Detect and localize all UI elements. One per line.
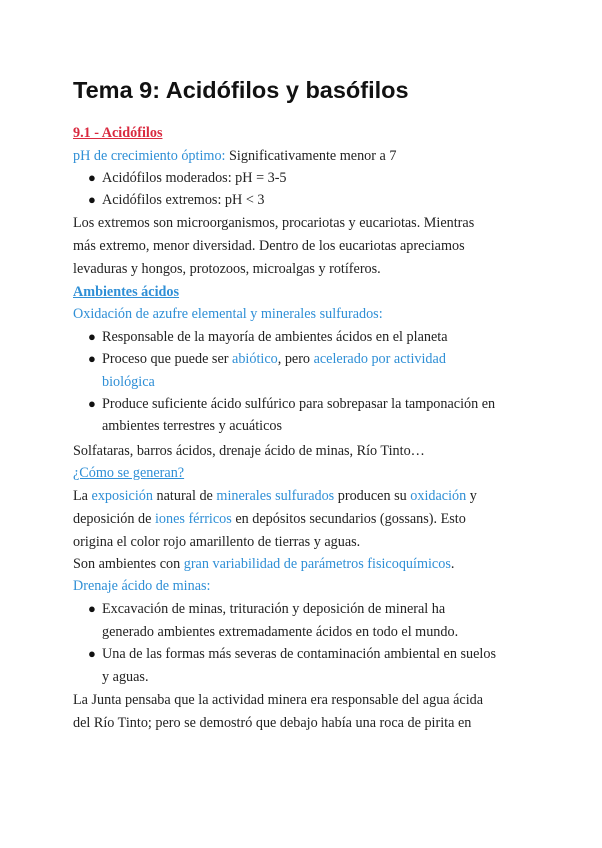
- text-span: La: [73, 488, 92, 504]
- term-acelerado: acelerado por actividad: [313, 351, 446, 367]
- list-item-cont: ambientes terrestres y acuáticos: [102, 418, 283, 434]
- text-span: deposición de: [73, 511, 155, 527]
- bullet-icon: ●: [88, 646, 96, 661]
- list-item: [102, 348, 446, 370]
- term-minerales: minerales sulfurados: [216, 488, 335, 504]
- paragraph-line: origina el color rojo amarillento de tierras y aguas.: [73, 534, 361, 550]
- term-oxidacion: oxidación: [410, 488, 467, 504]
- subheading-como-se-generan: ¿Cómo se generan?: [73, 465, 185, 481]
- bullet-icon: ●: [88, 351, 96, 366]
- bullet-icon: ●: [88, 170, 96, 185]
- paragraph-line: La Junta pensaba que la actividad minera era responsable del agua ácida: [73, 692, 484, 708]
- ph-line: [73, 145, 396, 167]
- list-item-cont: y aguas.: [102, 669, 149, 685]
- text-span: Proceso que puede ser: [102, 351, 233, 367]
- text-span: y: [466, 488, 477, 504]
- bullet-icon: ●: [88, 192, 96, 207]
- term-abiotico: abiótico: [232, 351, 278, 367]
- paragraph-line: del Río Tinto; pero se demostró que debajo había una roca de pirita en: [73, 715, 472, 731]
- bullet-icon: ●: [88, 396, 96, 411]
- list-item: Responsable de la mayoría de ambientes ácidos en el planeta: [102, 329, 448, 345]
- subheading-oxidacion: Oxidación de azufre elemental y minerales sulfurados:: [73, 306, 383, 322]
- paragraph-line: [73, 485, 477, 507]
- text-span: .: [450, 556, 455, 572]
- list-item: Excavación de minas, trituración y deposición de mineral ha: [102, 601, 446, 617]
- text-span: natural de: [152, 488, 217, 504]
- bullet-icon: ●: [88, 601, 96, 616]
- page-title: Tema 9: Acidófilos y basófilos: [73, 77, 409, 103]
- section-heading-ambientes: Ambientes ácidos: [73, 284, 180, 300]
- bullet-icon: ●: [88, 329, 96, 344]
- list-item-cont: generado ambientes extremadamente ácidos en todo el mundo.: [102, 624, 459, 640]
- text-span: en depósitos secundarios (gossans). Esto: [231, 511, 466, 527]
- list-item: Produce suficiente ácido sulfúrico para sobrepasar la tamponación en: [102, 396, 496, 412]
- paragraph-line: más extremo, menor diversidad. Dentro de los eucariotas apreciamos: [73, 238, 465, 254]
- term-iones-ferricos: iones férricos: [154, 511, 232, 527]
- term-biologica: biológica: [102, 374, 155, 390]
- paragraph-line: [73, 553, 454, 575]
- text-span: producen su: [334, 488, 411, 504]
- ph-text: Significativamente menor a 7: [225, 148, 397, 164]
- list-item: Acidófilos extremos: pH < 3: [102, 192, 265, 208]
- list-item: Una de las formas más severas de contaminación ambiental en suelos: [102, 646, 496, 662]
- term-exposicion: exposición: [91, 488, 153, 504]
- text-span: Son ambientes con: [73, 556, 184, 572]
- paragraph-line: levaduras y hongos, protozoos, microalgas y rotíferos.: [73, 261, 381, 277]
- section-heading-9-1: 9.1 - Acidófilos: [73, 125, 163, 141]
- examples-line: Solfataras, barros ácidos, drenaje ácido de minas, Río Tinto…: [73, 443, 425, 459]
- list-item: Acidófilos moderados: pH = 3-5: [102, 170, 287, 186]
- text-span: , pero: [277, 351, 314, 367]
- subheading-drenaje: Drenaje ácido de minas:: [73, 578, 211, 594]
- term-variabilidad: gran variabilidad de parámetros fisicoquímicos: [183, 556, 451, 572]
- ph-label: pH de crecimiento óptimo:: [73, 148, 226, 164]
- paragraph-line: Los extremos son microorganismos, procariotas y eucariotas. Mientras: [73, 215, 475, 231]
- paragraph-line: [73, 508, 466, 530]
